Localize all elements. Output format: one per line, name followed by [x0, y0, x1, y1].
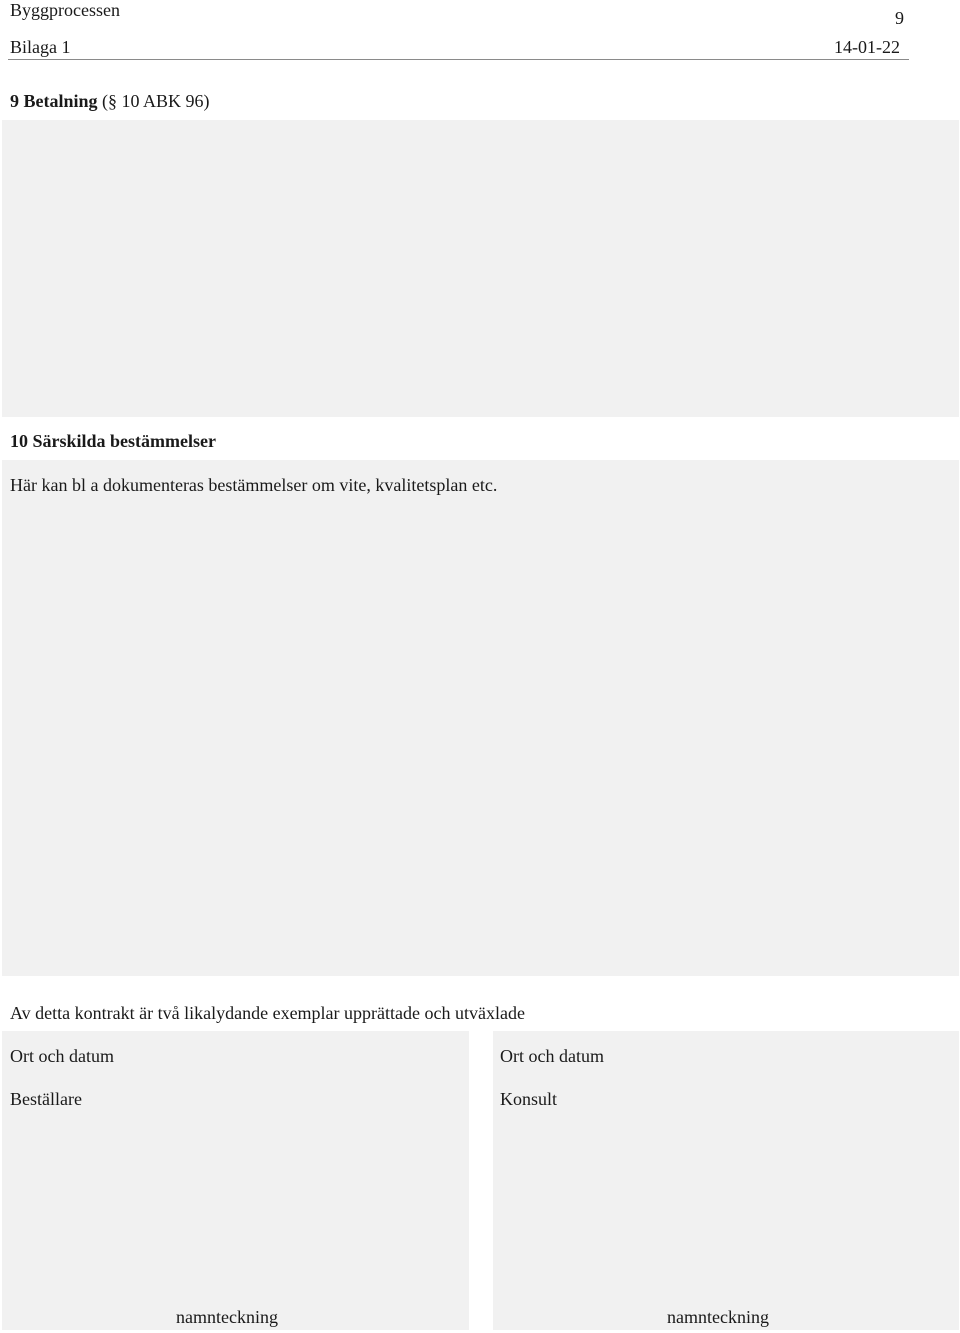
contract-statement: Av detta kontrakt är två likalydande exemplar upprättade och utväxlade: [10, 1003, 525, 1023]
client-signature-field[interactable]: [2, 1031, 469, 1330]
payment-text-field[interactable]: [2, 120, 959, 417]
consultant-signature-label: namnteckning: [667, 1307, 769, 1327]
page-number: 9: [895, 8, 904, 28]
section-10-title: 10 Särskilda bestämmelser: [10, 431, 216, 451]
appendix-label: Bilaga 1: [10, 37, 71, 57]
consultant-place-date-label: Ort och datum: [500, 1046, 604, 1066]
client-party-label: Beställare: [10, 1089, 82, 1109]
section-9-heading: [10, 90, 210, 112]
special-provisions-instruction: Här kan bl a dokumenteras bestämmelser om vite, kvalitetsplan etc.: [10, 475, 498, 495]
client-place-date-label: Ort och datum: [10, 1046, 114, 1066]
section-9-reference: (§ 10 ABK 96): [102, 91, 210, 111]
section-10-heading: [10, 430, 216, 452]
consultant-signature-field[interactable]: [493, 1031, 959, 1330]
section-9-title: 9 Betalning: [10, 91, 98, 111]
document-title: Byggprocessen: [10, 0, 120, 20]
header-divider: [8, 59, 909, 60]
consultant-party-label: Konsult: [500, 1089, 558, 1109]
special-provisions-text-field[interactable]: [2, 460, 959, 976]
client-signature-label: namnteckning: [176, 1307, 278, 1327]
header-date: 14-01-22: [834, 37, 900, 57]
